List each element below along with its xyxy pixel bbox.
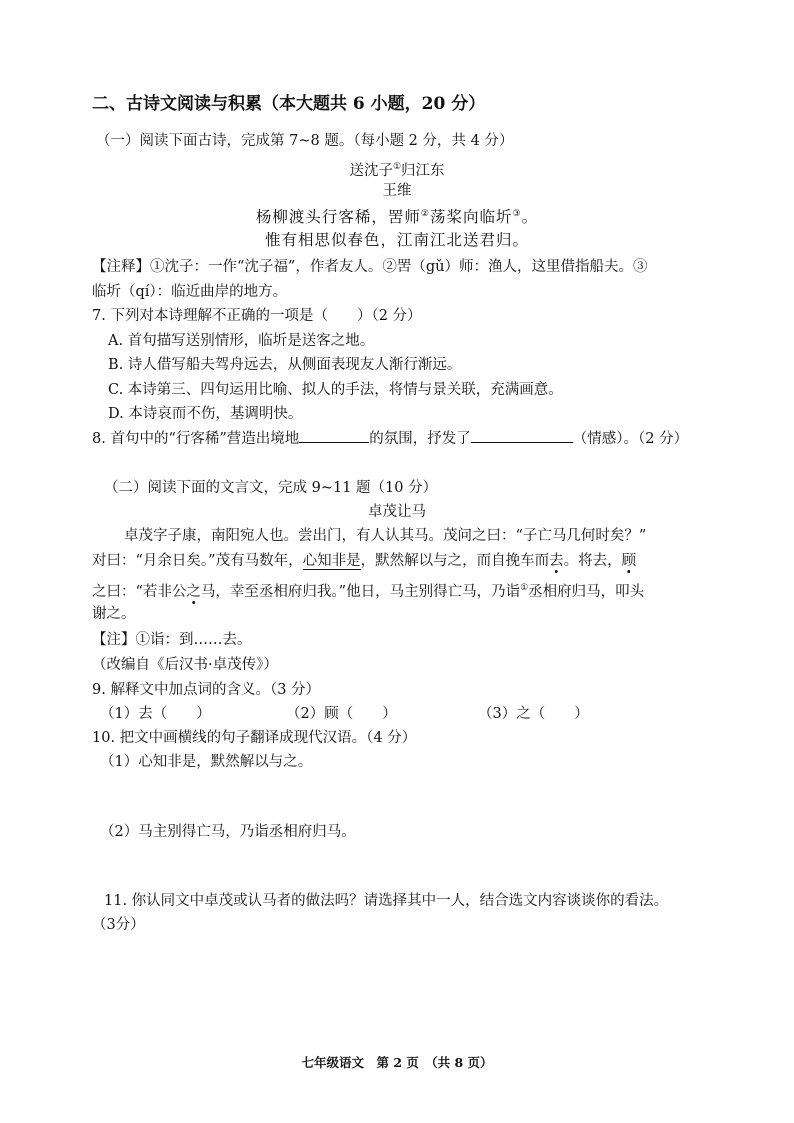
question-10: 10. 把文中画横线的句子翻译成现代汉语。（4 分） xyxy=(92,730,417,746)
q9-item-1: （1）去（ ） xyxy=(100,706,211,722)
dotted-word-zhi: 之 xyxy=(186,583,201,600)
poem-author: 王维 xyxy=(382,183,412,199)
poem-note-2: 临圻（qí）：临近曲岸的地方。 xyxy=(92,284,288,300)
passage-line-1: 卓茂字子康，南阳宛人也。尝出门，有人认其马。茂问之曰：“子亡马几何时矣？” xyxy=(124,528,647,544)
passage-line-4: 谢之。 xyxy=(92,606,136,622)
section-title: 二、古诗文阅读与积累（本大题共 6 小题，20 分） xyxy=(92,94,486,114)
poem-note-1: 【注释】①沈子：一作“沈子福”，作者友人。②罟（gǔ）师：渔人，这里借指船夫。③ xyxy=(92,259,648,275)
question-9: 9. 解释文中加点词的含义。（3 分） xyxy=(92,682,321,698)
q9-item-3: （3）之（ ） xyxy=(478,706,589,722)
q10-item-1: （1）心知非是，默然解以与之。 xyxy=(100,754,313,770)
answer-blank-1[interactable] xyxy=(299,428,369,443)
dotted-word-gu: 顾 xyxy=(621,553,637,569)
poem-line-1: 杨柳渡头行客稀，罟师②荡桨向临圻③。 xyxy=(255,208,539,227)
question-11: 11. 你认同文中卓茂或认马者的做法吗？请选择其中一人，结合选文内容谈谈你的看法。 xyxy=(104,893,669,909)
q10-item-2: （2）马主别得亡马，乃诣丞相府归马。 xyxy=(100,824,356,840)
q7-option-c: C. 本诗第三、四句运用比喻、拟人的手法，将情与景关联，充满画意。 xyxy=(108,382,563,398)
passage-line-3: 之曰：“若非公之马，幸至丞相府归我。”他日，马主别得亡马，乃诣①丞相府归马，叩头 xyxy=(92,583,645,600)
part2-intro: （二）阅读下面的文言文，完成 9~11 题（10 分） xyxy=(104,480,438,496)
passage-line-2: 对曰：“月余日矣。”茂有马数年，心知非是，默然解以与之，而自挽车而去。将去，顾 xyxy=(92,553,637,569)
question-7: 7. 下列对本诗理解不正确的一项是（ ）（2 分） xyxy=(92,308,422,324)
poem-title: 送沈子①归江东 xyxy=(349,162,445,179)
passage-title: 卓茂让马 xyxy=(368,504,426,520)
q9-item-2: （2）顾（ ） xyxy=(286,706,397,722)
answer-blank-2[interactable] xyxy=(471,428,573,443)
q11-score: （3分） xyxy=(92,917,145,933)
passage-source: （改编自《后汉书·卓茂传》） xyxy=(92,657,278,673)
q7-option-d: D. 本诗哀而不伤，基调明快。 xyxy=(108,406,303,422)
q7-option-b: B. 诗人借写船夫驾舟远去，从侧面表现友人渐行渐远。 xyxy=(108,357,462,373)
dotted-word-qu: 去 xyxy=(549,553,564,569)
question-8: 8. 首句中的“行客稀”营造出境地 的氛围，抒发了 （情感）。（2 分） xyxy=(92,428,688,449)
page-footer: 七年级语文 第 2 页 （共 8 页） xyxy=(301,1055,493,1070)
q7-option-a: A. 首句描写送别情形，临圻是送客之地。 xyxy=(108,333,375,349)
poem-line-2: 惟有相思似春色，江南江北送君归。 xyxy=(264,231,529,249)
underlined-sentence: 心知非是 xyxy=(302,553,361,569)
passage-note: 【注】①诣：到……去。 xyxy=(92,632,252,648)
part1-intro: （一）阅读下面古诗，完成第 7~8 题。（每小题 2 分，共 4 分） xyxy=(96,133,514,149)
